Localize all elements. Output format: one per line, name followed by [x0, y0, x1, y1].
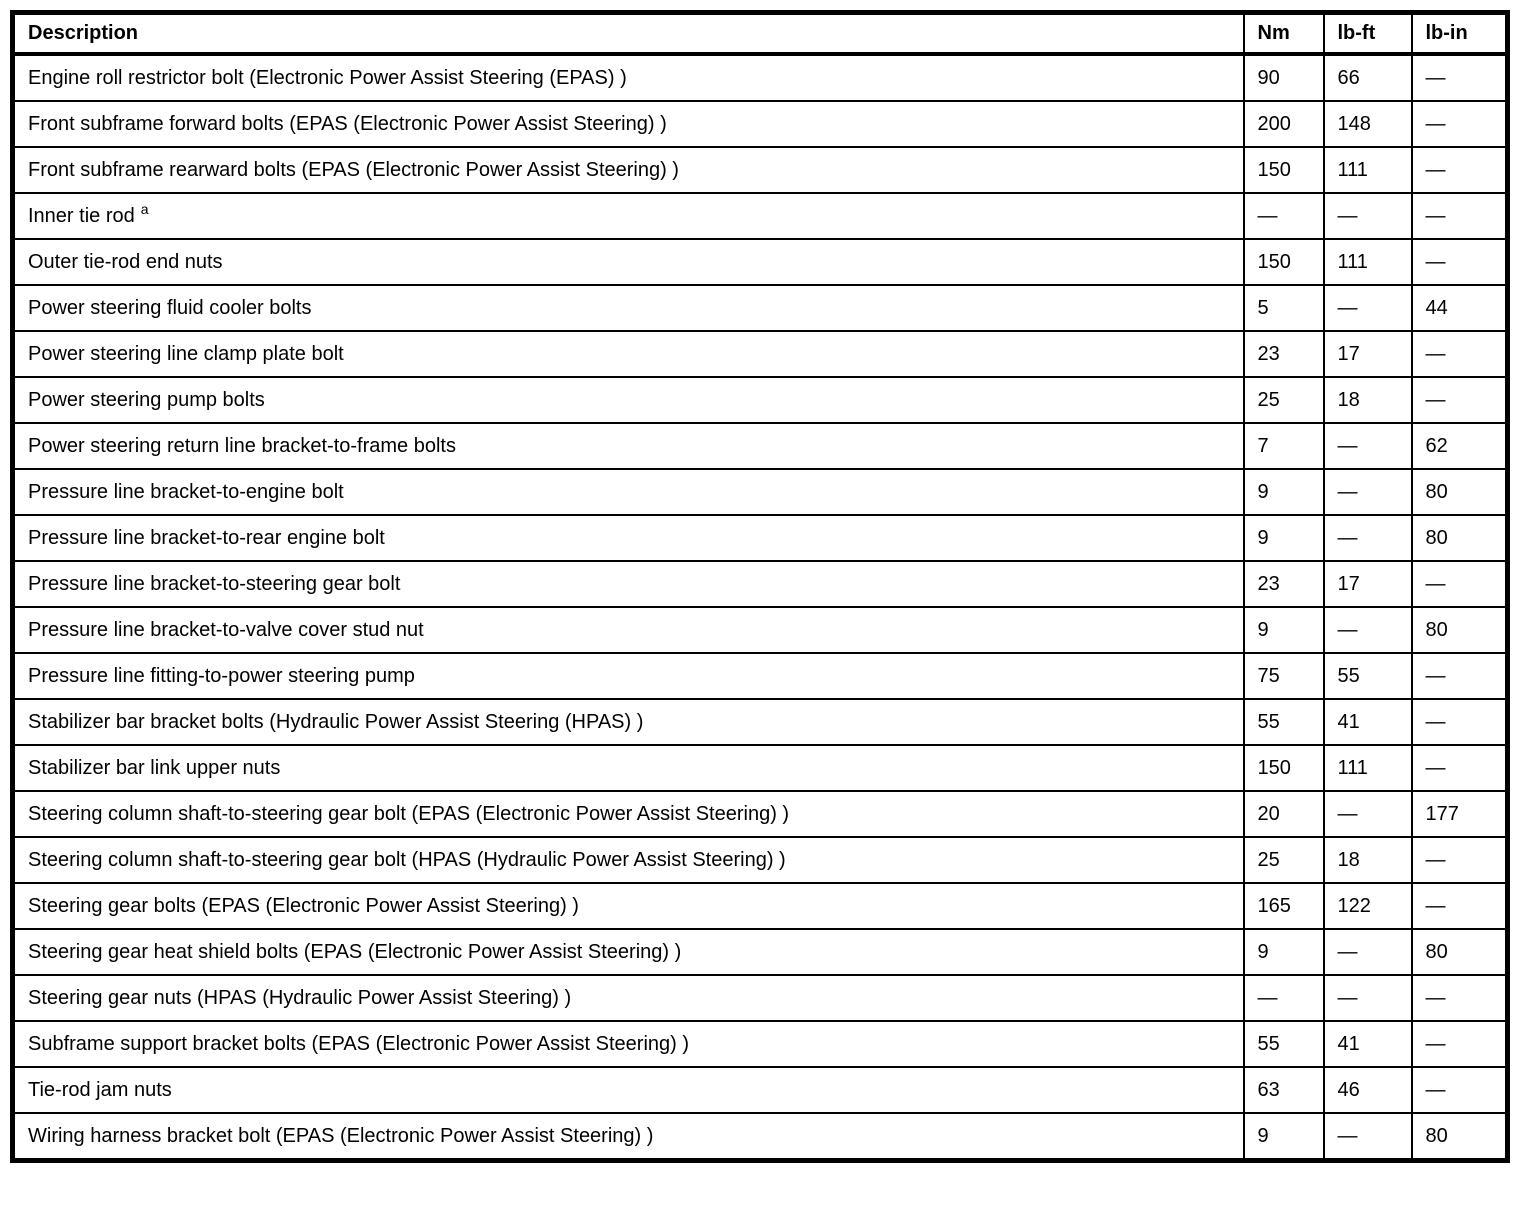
- table-row: [13, 147, 1508, 193]
- cell-lbft: —: [1324, 929, 1412, 975]
- cell-nm: 25: [1244, 377, 1324, 423]
- cell-lbft: —: [1324, 285, 1412, 331]
- table-row: [13, 1113, 1508, 1161]
- cell-lbin: —: [1412, 745, 1508, 791]
- cell-description: Pressure line bracket-to-engine bolt: [13, 469, 1244, 515]
- cell-lbin: —: [1412, 1021, 1508, 1067]
- header-nm: Nm: [1244, 13, 1324, 55]
- cell-lbft: —: [1324, 975, 1412, 1021]
- cell-description: Pressure line bracket-to-rear engine bolt: [13, 515, 1244, 561]
- cell-lbft: 111: [1324, 147, 1412, 193]
- cell-nm: 75: [1244, 653, 1324, 699]
- cell-nm: 5: [1244, 285, 1324, 331]
- table-row: [13, 745, 1508, 791]
- cell-lbin: —: [1412, 377, 1508, 423]
- cell-nm: 165: [1244, 883, 1324, 929]
- table-row: [13, 883, 1508, 929]
- cell-lbft: 66: [1324, 54, 1412, 101]
- cell-lbin: —: [1412, 239, 1508, 285]
- table-row: [13, 193, 1508, 239]
- cell-description: Pressure line bracket-to-steering gear bolt: [13, 561, 1244, 607]
- cell-lbin: —: [1412, 837, 1508, 883]
- table-row: [13, 239, 1508, 285]
- cell-description: Steering column shaft-to-steering gear bolt (EPAS (Electronic Power Assist Steering) ): [13, 791, 1244, 837]
- cell-lbft: 148: [1324, 101, 1412, 147]
- cell-description: Front subframe forward bolts (EPAS (Electronic Power Assist Steering) ): [13, 101, 1244, 147]
- cell-description: Power steering fluid cooler bolts: [13, 285, 1244, 331]
- cell-nm: 150: [1244, 147, 1324, 193]
- cell-description: Front subframe rearward bolts (EPAS (Electronic Power Assist Steering) ): [13, 147, 1244, 193]
- cell-lbft: 111: [1324, 745, 1412, 791]
- cell-lbin: —: [1412, 1067, 1508, 1113]
- cell-lbft: —: [1324, 1113, 1412, 1161]
- cell-lbft: 41: [1324, 1021, 1412, 1067]
- cell-lbft: 17: [1324, 331, 1412, 377]
- cell-lbft: 55: [1324, 653, 1412, 699]
- cell-lbft: —: [1324, 515, 1412, 561]
- table-row: [13, 699, 1508, 745]
- header-lb-ft: lb-ft: [1324, 13, 1412, 55]
- cell-lbin: 80: [1412, 515, 1508, 561]
- cell-description: Wiring harness bracket bolt (EPAS (Electronic Power Assist Steering) ): [13, 1113, 1244, 1161]
- cell-lbft: 18: [1324, 837, 1412, 883]
- table-body: [13, 54, 1508, 1161]
- cell-lbft: —: [1324, 469, 1412, 515]
- cell-lbin: —: [1412, 561, 1508, 607]
- cell-lbft: 122: [1324, 883, 1412, 929]
- cell-lbft: 18: [1324, 377, 1412, 423]
- cell-description: Power steering pump bolts: [13, 377, 1244, 423]
- cell-nm: 7: [1244, 423, 1324, 469]
- cell-lbin: 62: [1412, 423, 1508, 469]
- cell-nm: 150: [1244, 239, 1324, 285]
- cell-lbin: 80: [1412, 1113, 1508, 1161]
- cell-lbin: 80: [1412, 469, 1508, 515]
- cell-nm: 90: [1244, 54, 1324, 101]
- cell-lbft: —: [1324, 423, 1412, 469]
- cell-lbin: 44: [1412, 285, 1508, 331]
- cell-description: Subframe support bracket bolts (EPAS (Electronic Power Assist Steering) ): [13, 1021, 1244, 1067]
- cell-lbin: —: [1412, 147, 1508, 193]
- cell-nm: 200: [1244, 101, 1324, 147]
- cell-description: Outer tie-rod end nuts: [13, 239, 1244, 285]
- cell-nm: 9: [1244, 469, 1324, 515]
- cell-description: Engine roll restrictor bolt (Electronic Power Assist Steering (EPAS) ): [13, 54, 1244, 101]
- table-row: [13, 377, 1508, 423]
- cell-lbin: —: [1412, 975, 1508, 1021]
- footnote-marker: a: [140, 200, 149, 217]
- cell-nm: 63: [1244, 1067, 1324, 1113]
- table-row: [13, 423, 1508, 469]
- cell-nm: —: [1244, 975, 1324, 1021]
- torque-spec-table: [10, 10, 1510, 1163]
- header-row: [13, 13, 1508, 55]
- cell-lbft: —: [1324, 607, 1412, 653]
- cell-lbft: 111: [1324, 239, 1412, 285]
- cell-description: Pressure line bracket-to-valve cover stud nut: [13, 607, 1244, 653]
- cell-lbft: 17: [1324, 561, 1412, 607]
- cell-nm: 9: [1244, 515, 1324, 561]
- table-row: [13, 285, 1508, 331]
- cell-nm: 150: [1244, 745, 1324, 791]
- cell-nm: 23: [1244, 561, 1324, 607]
- table-row: [13, 837, 1508, 883]
- cell-nm: 23: [1244, 331, 1324, 377]
- table-row: [13, 469, 1508, 515]
- cell-description: Steering gear nuts (HPAS (Hydraulic Power Assist Steering) ): [13, 975, 1244, 1021]
- header-description: Description: [13, 13, 1244, 55]
- cell-lbin: 80: [1412, 607, 1508, 653]
- cell-description: Steering gear bolts (EPAS (Electronic Power Assist Steering) ): [13, 883, 1244, 929]
- cell-description: Steering column shaft-to-steering gear bolt (HPAS (Hydraulic Power Assist Steering) ): [13, 837, 1244, 883]
- cell-description: Power steering line clamp plate bolt: [13, 331, 1244, 377]
- cell-description: Steering gear heat shield bolts (EPAS (Electronic Power Assist Steering) ): [13, 929, 1244, 975]
- cell-lbin: 177: [1412, 791, 1508, 837]
- cell-description: Stabilizer bar bracket bolts (Hydraulic Power Assist Steering (HPAS) ): [13, 699, 1244, 745]
- cell-nm: 9: [1244, 929, 1324, 975]
- cell-nm: 25: [1244, 837, 1324, 883]
- cell-lbft: 46: [1324, 1067, 1412, 1113]
- table-row: [13, 975, 1508, 1021]
- cell-description: Tie-rod jam nuts: [13, 1067, 1244, 1113]
- cell-nm: 9: [1244, 1113, 1324, 1161]
- cell-lbin: —: [1412, 193, 1508, 239]
- table-row: [13, 54, 1508, 101]
- cell-lbft: —: [1324, 791, 1412, 837]
- table-row: [13, 653, 1508, 699]
- cell-description: Pressure line fitting-to-power steering pump: [13, 653, 1244, 699]
- cell-lbft: —: [1324, 193, 1412, 239]
- cell-lbin: —: [1412, 653, 1508, 699]
- cell-nm: 20: [1244, 791, 1324, 837]
- cell-description: Inner tie rod $^a$: [13, 193, 1244, 239]
- cell-lbin: —: [1412, 101, 1508, 147]
- table-row: [13, 101, 1508, 147]
- table-header: [13, 13, 1508, 55]
- table-row: [13, 331, 1508, 377]
- cell-lbin: —: [1412, 699, 1508, 745]
- cell-lbin: 80: [1412, 929, 1508, 975]
- table-row: [13, 515, 1508, 561]
- cell-lbft: 41: [1324, 699, 1412, 745]
- cell-description: Power steering return line bracket-to-frame bolts: [13, 423, 1244, 469]
- cell-nm: 55: [1244, 1021, 1324, 1067]
- header-lb-in: lb-in: [1412, 13, 1508, 55]
- cell-lbin: —: [1412, 331, 1508, 377]
- cell-description: Stabilizer bar link upper nuts: [13, 745, 1244, 791]
- table-row: [13, 929, 1508, 975]
- cell-lbin: —: [1412, 54, 1508, 101]
- table-row: [13, 1021, 1508, 1067]
- table-row: [13, 561, 1508, 607]
- cell-nm: —: [1244, 193, 1324, 239]
- table-row: [13, 607, 1508, 653]
- cell-lbin: —: [1412, 883, 1508, 929]
- table-row: [13, 1067, 1508, 1113]
- cell-nm: 55: [1244, 699, 1324, 745]
- table-row: [13, 791, 1508, 837]
- cell-nm: 9: [1244, 607, 1324, 653]
